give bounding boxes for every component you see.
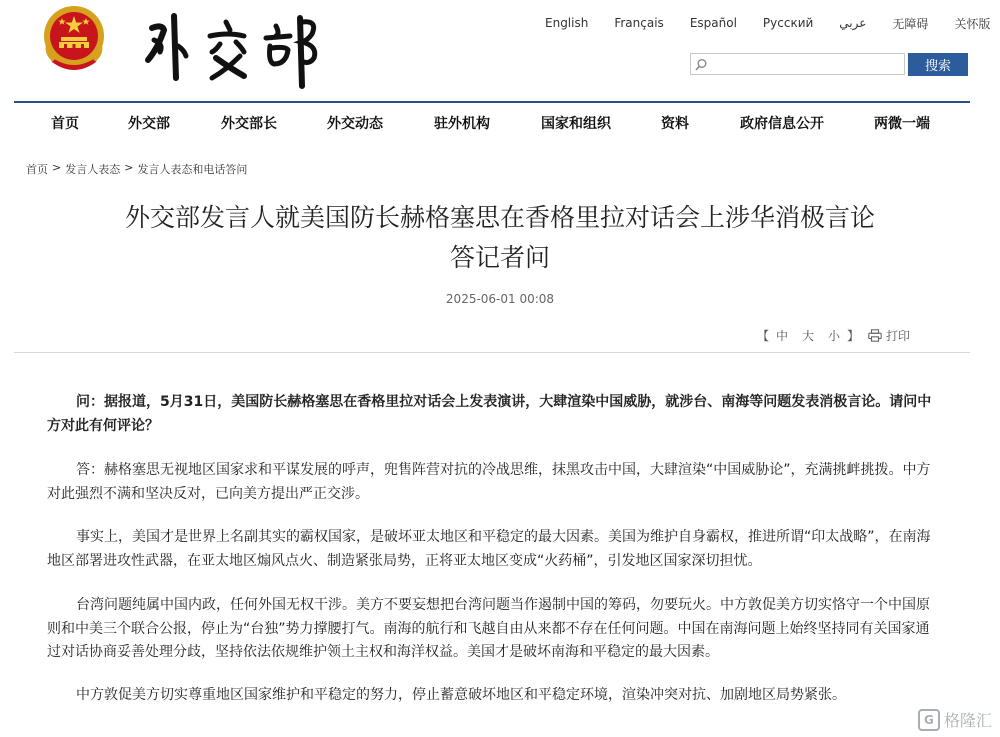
lang-arabic-link[interactable]: عربي [839, 16, 867, 30]
nav-item-countries-organizations[interactable]: 国家和组织 [541, 116, 611, 132]
nav-item-resources[interactable]: 资料 [661, 116, 689, 132]
font-size-small-button[interactable]: 小 [828, 329, 841, 343]
nav-item-weibo-wechat-app[interactable]: 两微一端 [874, 116, 930, 132]
nav-item-missions-overseas[interactable]: 驻外机构 [434, 116, 490, 132]
article-paragraph: 中方敦促美方切实尊重地区国家维护和平稳定的努力，停止蓄意破坏地区和平稳定环境，渲染冲突对抗、加剧地区局势紧张。 [76, 687, 846, 703]
article-title-line2: 答记者问 [449, 243, 550, 272]
watermark-text: 格隆汇 [943, 711, 992, 730]
search-input[interactable] [690, 53, 905, 75]
font-size-control [757, 327, 859, 344]
article-paragraph: 台湾问题纯属中国内政，任何外国无权干涉。美方不要妄想把台湾问题当作遏制中国的筹码，勿要玩火。中方敦促美方切实恪守一个中国原则和中美三个联合公报，停止为“台独”势力撑腰打气。南海的航行和飞越自由从来都不存在任何问题。中国在南海问题上始终坚持同有关国家通过对话协商妥善处理分歧，坚持依法依规维护领土主权和海洋权益。美国才是破坏南海和平稳定的最大因素。 [47, 597, 930, 660]
search-icon [694, 57, 708, 71]
search-button[interactable]: 搜索 [908, 53, 968, 76]
article-date: 2025-06-01 00:08 [445, 292, 555, 306]
nav-item-home[interactable]: 首页 [51, 116, 79, 132]
content-divider [14, 352, 970, 353]
article-title-line1: 外交部发言人就美国防长赫格塞思在香格里拉对话会上涉华消极言论 [124, 203, 875, 232]
font-size-bracket-open: 【 [757, 329, 770, 343]
print-label: 打印 [886, 329, 911, 343]
watermark-logo-icon: G [918, 709, 940, 731]
nav-item-minister[interactable]: 外交部长 [221, 116, 277, 132]
lang-french-link[interactable]: Français [614, 16, 664, 30]
article-title [0, 198, 1000, 278]
printer-icon [868, 329, 882, 342]
lang-russian-link[interactable]: Русский [762, 16, 814, 30]
nav-item-ministry[interactable]: 外交部 [128, 116, 170, 132]
article-paragraph: 事实上，美国才是世界上名副其实的霸权国家，是破坏亚太地区和平稳定的最大因素。美国为维护自身霸权，推进所谓“印太战略”，在南海地区部署进攻性武器，在亚太地区煽风点火、制造紧张局势，正将亚太地区变成“火药桶”，引发地区国家深切担忧。 [47, 529, 931, 569]
national-emblem-logo[interactable] [40, 4, 108, 74]
main-nav [14, 103, 970, 139]
nav-item-government-info[interactable]: 政府信息公开 [740, 116, 824, 132]
language-links [545, 14, 990, 32]
breadcrumb-spokesperson[interactable]: 发言人表态 [65, 163, 121, 176]
font-size-medium-button[interactable]: 大 [802, 329, 815, 343]
breadcrumb-separator: > [124, 161, 134, 174]
nav-item-diplomatic-news[interactable]: 外交动态 [327, 116, 383, 132]
breadcrumb-home[interactable]: 首页 [26, 163, 48, 176]
breadcrumb [26, 161, 247, 177]
print-button[interactable] [868, 327, 910, 344]
watermark [918, 708, 992, 731]
article-paragraph: 答：赫格塞思无视地区国家求和平谋发展的呼声，兜售阵营对抗的冷战思维，抹黑攻击中国，大肆渲染“中国威胁论”，充满挑衅挑拨。中方对此强烈不满和坚决反对，已向美方提出严正交涉。 [47, 462, 931, 502]
font-size-bracket-close: 】 [847, 329, 860, 343]
elderly-care-mode-link[interactable]: 关怀版 [954, 16, 991, 31]
font-size-large-button[interactable]: 中 [776, 329, 789, 343]
breadcrumb-separator: > [52, 161, 62, 174]
lang-english-link[interactable]: English [545, 16, 589, 30]
article-paragraph: 问：据报道，5月31日，美国防长赫格塞思在香格里拉对话会上发表演讲，大肆渲染中国威胁，就涉台、南海等问题发表消极言论。请问中方对此有何评论？ [47, 394, 932, 434]
breadcrumb-current-section[interactable]: 发言人表态和电话答问 [137, 163, 248, 176]
accessibility-link[interactable]: 无障碍 [892, 16, 929, 31]
ministry-calligraphy-logo[interactable] [140, 6, 330, 92]
lang-spanish-link[interactable]: Español [689, 16, 737, 30]
